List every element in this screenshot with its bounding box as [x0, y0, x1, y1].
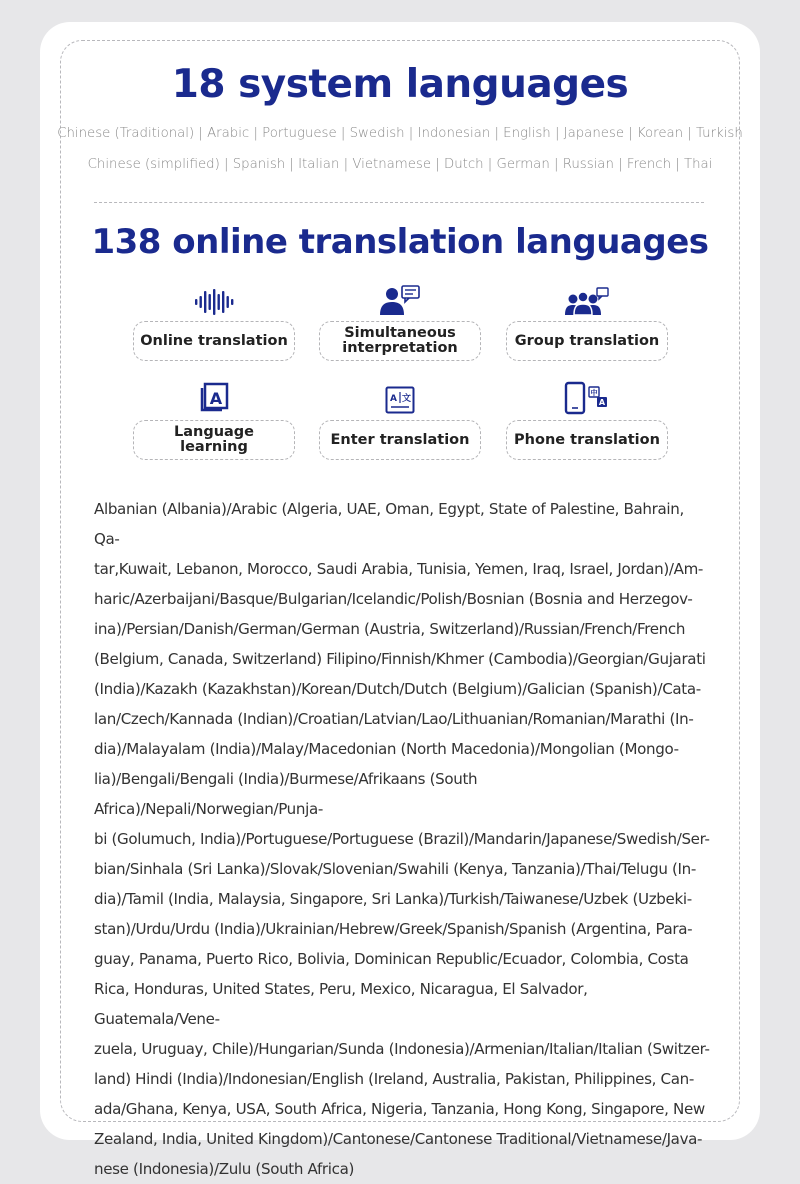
feature-phone-translation[interactable]	[506, 384, 668, 460]
online-languages-heading: 138 online translation languages	[91, 222, 709, 262]
svg-text:A: A	[598, 398, 606, 407]
language-list: Albanian (Albania)/Arabic (Algeria, UAE, Oman, Egypt, State of Palestine, Bahrain, Qa- tar,Kuwait, Lebanon, Morocco, Saudi Arabia, Tunisia, Yemen, Iraq, Israel, Jordan)/Am- haric/Azerbaijani/Basque/Bulgarian/Icelandic/Polish/Bosnian (Bosnia and Herzegov- ina)/Persian/Danish/German/German (Austria, Switzerland)/Russian/French/French (Belgium, Canada, Switzerland) Filipino/Finnish/Khmer (Cambodia)/Georgian/Gujarati (India)/Kazakh (Kazakhstan)/Korean/Dutch/Dutch (Belgium)/Galician (Spanish)/Cata- lan/Czech/Kannada (Indian)/Croatian/Latvian/Lao/Lithuanian/Romanian/Marathi (In- dia)/Malayalam (India)/Malay/Macedonian (North Macedonia)/Mongolian (Mongo- lia)/Bengali/Bengali (India)/Burmese/Afrikaans (South Africa)/Nepali/Norwegian/Punja- bi (Golumuch, India)/Portuguese/Portuguese (Brazil)/Mandarin/Japanese/Swedish/Ser- bian/Sinhala (Sri Lanka)/Slovak/Slovenian/Swahili (Kenya, Tanzania)/Thai/Telugu (In- dia)/Tamil (India, Malaysia, Singapore, Sri Lanka)/Turkish/Taiwanese/Uzbek (Uzbeki- stan)/Urdu/Urdu (India)/Ukrainian/Hebrew/Greek/Spanish/Spanish (Argentina, Para- guay, Panama, Puerto Rico, Bolivia, Dominican Republic/Ecuador, Colombia, Costa Rica, Honduras, United States, Peru, Mexico, Nicaragua, El Salvador, Guatemala/Vene- zuela, Uruguay, Chile)/Hungarian/Sunda (Indonesia)/Armenian/Italian/Italian (Switzer- land) Hindi (India)/Indonesian/English (Ireland, Australia, Pakistan, Philippines, Can- ada/Ghana, Kenya, USA, South Africa, Nigeria, Tanzania, Hong Kong, Singapore, New Zealand, India, United Kingdom)/Cantonese/Cantonese Traditional/Vietnamese/Java- nese (Indonesia)/Zulu (South Africa)	[94, 500, 710, 1178]
feature-enter-translation[interactable]	[319, 384, 481, 460]
feature-label: Group translation	[506, 321, 668, 361]
svg-text:中: 中	[590, 389, 598, 397]
feature-label: Phone translation	[506, 420, 668, 460]
svg-text:A: A	[209, 389, 223, 408]
system-languages-line-2: Chinese (simplified) | Spanish | Italian | Vietnamese | Dutch | German | Russian | French | Thai	[87, 157, 713, 172]
feature-simultaneous-interpretation[interactable]	[319, 285, 481, 361]
feature-online-translation[interactable]	[133, 285, 295, 361]
sound-wave-icon	[133, 285, 295, 315]
system-languages-heading: 18 system languages	[171, 62, 629, 107]
svg-text:A: A	[390, 394, 397, 404]
feature-label: Language learning	[133, 420, 295, 460]
feature-language-learning[interactable]	[133, 384, 295, 460]
system-languages-line-1: Chinese (Traditional) | Arabic | Portuguese | Swedish | Indonesian | English | Japanese | Korean | Turkish	[57, 126, 743, 141]
speaker-chat-icon	[319, 285, 481, 315]
svg-text:文: 文	[401, 394, 412, 404]
translate-book-icon	[319, 384, 481, 414]
letter-book-icon	[133, 384, 295, 414]
content-card	[40, 22, 760, 1178]
phone-translate-icon	[506, 384, 668, 414]
feature-label: Simultaneous interpretation	[319, 321, 481, 361]
feature-label: Enter translation	[319, 420, 481, 460]
section-divider	[94, 202, 704, 203]
group-chat-icon	[506, 285, 668, 315]
feature-group-translation[interactable]	[506, 285, 668, 361]
feature-label: Online translation	[133, 321, 295, 361]
